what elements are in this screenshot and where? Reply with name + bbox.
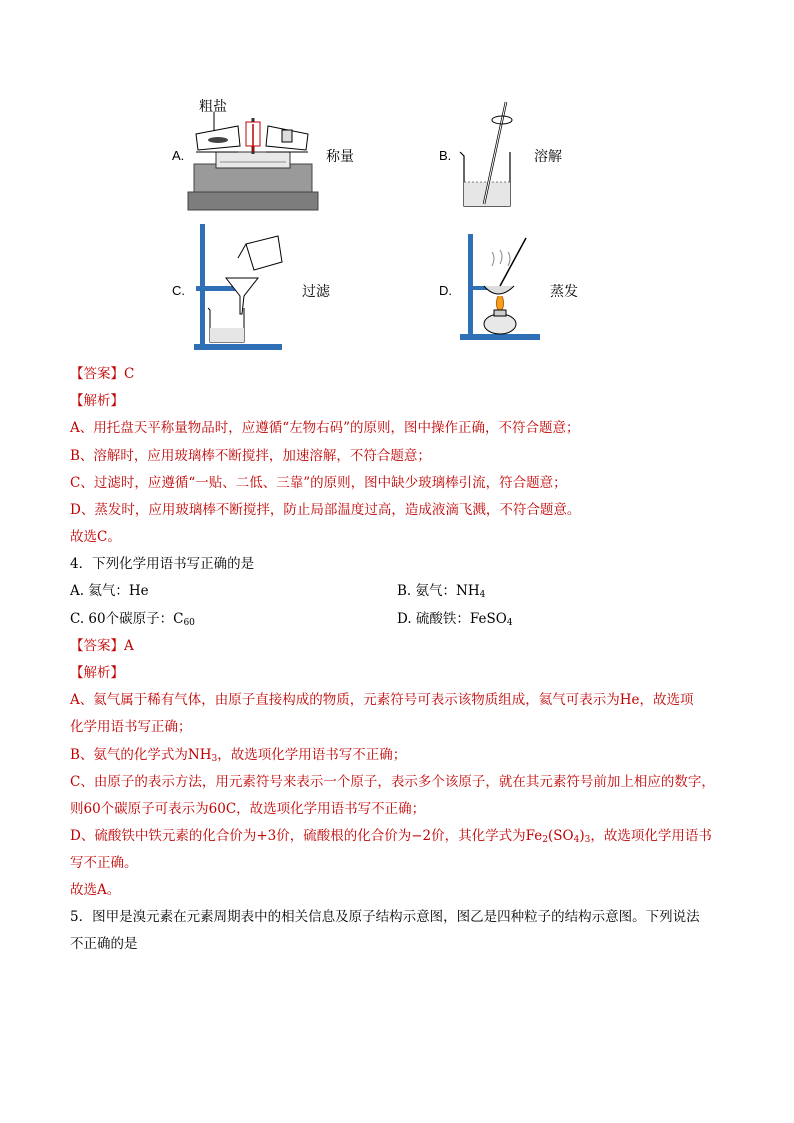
q4-analysis-line-4: C、由原子的表示方法，用元素符号来表示一个原子，表示多个该原子，就在其元素符号前加上相应的数字，	[70, 774, 715, 790]
q3-answer: 【答案】C	[70, 366, 135, 382]
q4-option-c: C. 60个碳原子：$C_{60}$	[70, 611, 195, 628]
q4-analysis-line-2: 化学用语书写正确；	[70, 719, 192, 735]
balance-illustration	[188, 104, 318, 214]
figure-a-tag: 粗盐	[199, 99, 227, 115]
q4-answer: 【答案】A	[70, 638, 134, 654]
figure-d-label: 蒸发	[550, 284, 578, 300]
q4-option-b: B. 氨气：$NH_4$	[397, 583, 486, 600]
q4-analysis-line-1: A、氦气属于稀有气体，由原子直接构成的物质，元素符号可表示该物质组成，氦气可表示为He，故选项	[70, 692, 694, 708]
q4-analysis-line-3: B、氨气的化学式为$NH_3$，故选项化学用语书写不正确；	[70, 747, 407, 764]
figure-b-label: 溶解	[534, 149, 562, 165]
q3-analysis-line-4: D、蒸发时，应用玻璃棒不断搅拌，防止局部温度过高，造成液滴飞溅，不符合题意。	[70, 502, 581, 518]
q4-conclusion: 故选A。	[70, 882, 121, 898]
figure-c-letter: C.	[172, 283, 185, 298]
filtration-illustration	[188, 224, 288, 354]
q4-analysis-line-6: D、硫酸铁中铁元素的化合价为+3价，硫酸根的化合价为−2价，其化学式为$Fe_2(SO_4)_3$，故选项化学用语书	[70, 828, 712, 845]
q4-analysis-title: 【解析】	[70, 665, 124, 681]
figure-a-letter: A.	[172, 148, 185, 163]
q4-option-d: D. 硫酸铁：FeSO$_4$	[397, 611, 513, 628]
q3-analysis-title: 【解析】	[70, 393, 124, 409]
figure-a-label: 称量	[326, 149, 354, 165]
figure-c-label: 过滤	[302, 284, 330, 300]
q5-stem-line-1: 5．图甲是溴元素在元素周期表中的相关信息及原子结构示意图，图乙是四种粒子的结构示意图。下列说法	[70, 909, 700, 925]
q4-option-a: A. 氦气：He	[70, 583, 149, 599]
figure-d-letter: D.	[439, 283, 452, 298]
q5-stem-line-2: 不正确的是	[70, 936, 138, 952]
q4-analysis-line-7: 写不正确。	[70, 855, 138, 871]
evaporation-illustration	[458, 234, 548, 344]
q4-analysis-line-5: 则60个碳原子可表示为60C，故选项化学用语书写不正确；	[70, 801, 426, 817]
q3-conclusion: 故选C。	[70, 529, 121, 545]
q3-analysis-line-1: A、用托盘天平称量物品时，应遵循“左物右码”的原则，图中操作正确，不符合题意；	[70, 420, 580, 436]
figure-b-letter: B.	[439, 148, 452, 163]
q3-analysis-line-2: B、溶解时，应用玻璃棒不断搅拌，加速溶解，不符合题意；	[70, 448, 431, 464]
q4-stem: 4．下列化学用语书写正确的是	[70, 556, 255, 572]
beaker-stirring-illustration	[458, 100, 518, 210]
q3-analysis-line-3: C、过滤时，应遵循“一贴、二低、三靠”的原则，图中缺少玻璃棒引流，符合题意；	[70, 475, 567, 491]
